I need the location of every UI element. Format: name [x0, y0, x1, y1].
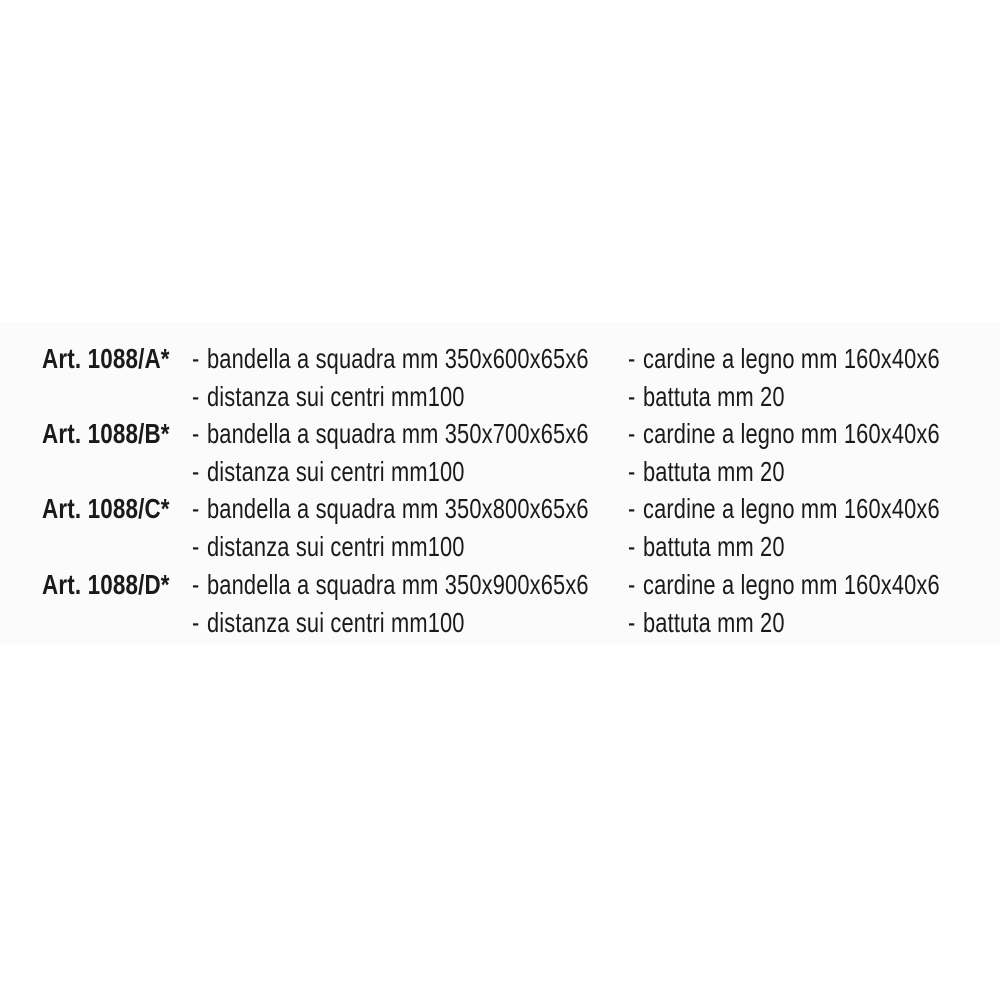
- stop-rebate: battuta mm 20: [643, 607, 785, 638]
- hinge-strap-description: bandella a squadra mm 350x600x65x6: [207, 343, 589, 374]
- article-code: Art. 1088/A*: [42, 343, 170, 374]
- article-code: Art. 1088/B*: [42, 418, 170, 449]
- article-line-2: [0, 528, 1000, 566]
- article-line-2: [0, 604, 1000, 642]
- center-distance: distanza sui centri mm100: [207, 531, 465, 562]
- stop-rebate: battuta mm 20: [643, 531, 785, 562]
- separator-dash: -: [192, 456, 200, 487]
- separator-dash: -: [628, 493, 636, 524]
- article-line-1: [0, 566, 1000, 604]
- center-distance: distanza sui centri mm100: [207, 607, 465, 638]
- separator-dash: -: [192, 381, 200, 412]
- separator-dash: -: [192, 569, 200, 600]
- article-code: Art. 1088/C*: [42, 493, 170, 524]
- separator-dash: -: [628, 418, 636, 449]
- center-distance: distanza sui centri mm100: [207, 456, 465, 487]
- separator-dash: -: [192, 531, 200, 562]
- separator-dash: -: [628, 531, 636, 562]
- hinge-strap-description: bandella a squadra mm 350x900x65x6: [207, 569, 589, 600]
- article-line-1: [0, 415, 1000, 453]
- separator-dash: -: [628, 381, 636, 412]
- pivot-description: cardine a legno mm 160x40x6: [643, 569, 940, 600]
- article-entry: [0, 566, 1000, 642]
- center-distance: distanza sui centri mm100: [207, 381, 465, 412]
- separator-dash: -: [628, 607, 636, 638]
- article-entry: [0, 340, 1000, 416]
- separator-dash: -: [192, 418, 200, 449]
- article-line-2: [0, 453, 1000, 491]
- separator-dash: -: [628, 569, 636, 600]
- pivot-description: cardine a legno mm 160x40x6: [643, 493, 940, 524]
- article-code: Art. 1088/D*: [42, 569, 170, 600]
- article-line-1: [0, 340, 1000, 378]
- separator-dash: -: [192, 607, 200, 638]
- pivot-description: cardine a legno mm 160x40x6: [643, 343, 940, 374]
- stop-rebate: battuta mm 20: [643, 456, 785, 487]
- separator-dash: -: [192, 493, 200, 524]
- article-entry: [0, 490, 1000, 566]
- article-line-2: [0, 378, 1000, 416]
- article-line-1: [0, 490, 1000, 528]
- separator-dash: -: [628, 456, 636, 487]
- hinge-strap-description: bandella a squadra mm 350x800x65x6: [207, 493, 589, 524]
- stop-rebate: battuta mm 20: [643, 381, 785, 412]
- pivot-description: cardine a legno mm 160x40x6: [643, 418, 940, 449]
- hinge-strap-description: bandella a squadra mm 350x700x65x6: [207, 418, 589, 449]
- separator-dash: -: [628, 343, 636, 374]
- article-entry: [0, 415, 1000, 491]
- separator-dash: -: [192, 343, 200, 374]
